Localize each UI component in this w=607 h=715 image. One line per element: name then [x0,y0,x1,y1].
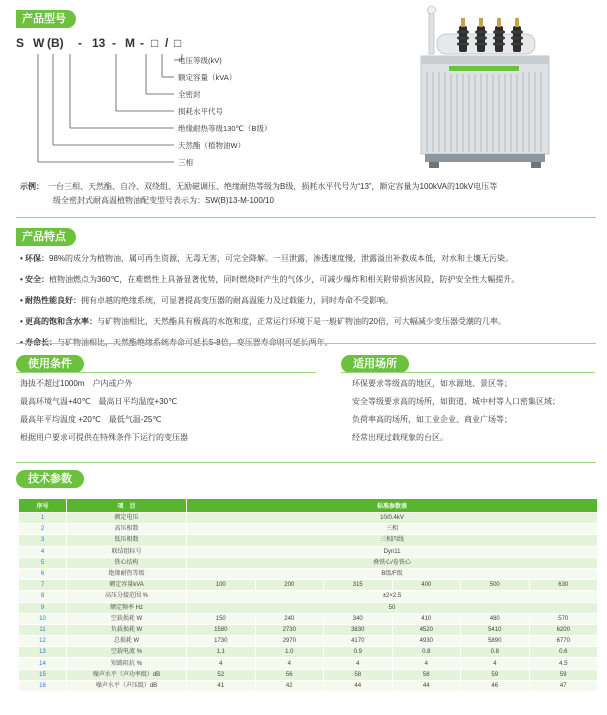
row-value: 41 [187,680,256,691]
row-item: 低压相数 [67,535,187,546]
row-value: 100 [187,580,256,591]
feature-item: • 安全：植物油燃点为360℃，在难燃性上具备显著优势，同时燃烧时产生的气体少，可减少爆炸和相关附带损害风险，防护安全性大幅提升。 [20,275,520,284]
divider [16,343,596,344]
row-value: 47 [529,680,598,691]
section-title-model: 产品型号 [16,10,76,28]
table-row [19,613,598,624]
example-line-2: 级全密封式耐高温植物油配变型号表示为：SW(B)13-M-100/10 [53,196,274,205]
model-code-char: S [16,36,25,50]
spec-table [18,498,598,692]
row-value: 630 [529,580,598,591]
row-value: 59 [529,669,598,680]
row-value: 0.8 [392,647,461,658]
row-value: 1.1 [187,647,256,658]
section-title-specs: 技术参数 [16,470,84,488]
table-row [19,636,598,647]
row-value: 4 [392,658,461,669]
row-value: 0.6 [529,647,598,658]
row-number: 3 [19,535,67,546]
row-value: 4170 [324,636,393,647]
feature-item: • 环保：98%的成分为植物油，属可再生资源，无毒无害，可完全降解。一旦泄露，渗透速度慢，泄露溢出补救成本低，对水和土壤无污染。 [20,254,514,263]
row-item: 额定容量kVA [67,580,187,591]
row-item: 额定频率 Hz [67,602,187,613]
place-line: 环保要求等级高的地区，如水源地、景区等； [352,379,512,388]
feature-text: 与矿物油相比，天然酯具有极高的水饱和度，正常运行环境下是一般矿物油的20倍，可大幅减少变压器受潮的几率。 [97,317,506,326]
feature-text: 拥有卓越的绝缘系统，可显著提高变压器的耐高温能力及过载能力，同时寿命不受影响。 [81,296,394,305]
row-value: 410 [392,613,461,624]
section-title-places: 适用场所 [341,355,409,373]
row-value: 59 [461,669,530,680]
row-value: 52 [187,669,256,680]
row-number: 15 [19,669,67,680]
model-legend-item: 绝缘耐热等级130℃（B级） [178,124,272,133]
model-code-char: 13 [92,36,106,50]
model-code-char: - [112,36,116,50]
table-row [19,513,598,524]
row-number: 4 [19,546,67,557]
row-value: 0.8 [461,647,530,658]
section-title-features: 产品特点 [16,228,76,246]
row-number: 14 [19,658,67,669]
row-value: 6200 [529,624,598,635]
row-value: 5410 [461,624,530,635]
row-value: 2970 [255,636,324,647]
row-number: 13 [19,647,67,658]
row-number: 5 [19,557,67,568]
row-value: ±2×2.5 [187,591,598,602]
table-row [19,568,598,579]
row-number: 11 [19,624,67,635]
row-number: 8 [19,591,67,602]
row-value: 1580 [187,624,256,635]
row-item: 高压相数 [67,524,187,535]
row-number: 16 [19,680,67,691]
row-item: 总损耗 W [67,636,187,647]
row-value: 58 [324,669,393,680]
table-row [19,680,598,691]
row-value: 58 [392,669,461,680]
model-code-char: M [125,36,135,50]
row-value: Dyn11 [187,546,598,557]
feature-item: • 耐热性能良好：拥有卓越的绝缘系统，可显著提高变压器的耐高温能力及过载能力，同时寿命不受影响。 [20,296,394,305]
row-value: 44 [392,680,461,691]
feature-label: 耐热性能良好： [25,296,82,305]
row-value: 0.9 [324,647,393,658]
row-value: 56 [255,669,324,680]
row-item: 噪声水平（声压级）dB [67,680,187,691]
feature-label: 环保： [25,254,50,263]
header-no: 序号 [19,499,67,513]
feature-label: 更高的饱和含水率： [25,317,98,326]
table-row [19,602,598,613]
model-code-char: W [33,36,45,50]
model-code-char: - [140,36,144,50]
row-value: 200 [255,580,324,591]
divider [16,372,316,373]
header-values: 标准参数表 [187,499,598,513]
divider [341,372,595,373]
row-item: 噪声水平（声功率级）dB [67,669,187,680]
row-value: 42 [255,680,324,691]
model-example [20,180,595,208]
model-code-char: □ [174,36,182,50]
row-value: B级/F级 [187,568,598,579]
row-value: 叠铁心/卷铁心 [187,557,598,568]
table-row [19,557,598,568]
model-code-char: (B) [47,36,64,50]
row-item: 空载电流 % [67,647,187,658]
example-line-1: 一台三相、天然酯、自冷、双绕组、无励磁调压、绝缘耐热等级为B级，损耗水平代号为“13”，额定容量为100kVA的10kV电压等 [48,182,498,191]
row-value: 5890 [461,636,530,647]
model-code-char: - [78,36,82,50]
row-value: 2730 [255,624,324,635]
row-value: 1730 [187,636,256,647]
row-value: 570 [529,613,598,624]
row-value: 480 [461,613,530,624]
row-value: 4.5 [529,658,598,669]
table-row [19,535,598,546]
row-value: 315 [324,580,393,591]
row-value: 4 [255,658,324,669]
example-label: 示例： [20,182,40,191]
row-value: 50 [187,602,598,613]
row-number: 1 [19,513,67,524]
table-row [19,624,598,635]
row-value: 400 [392,580,461,591]
place-line: 经常出现过载现象的台区。 [352,433,448,442]
row-value: 6770 [529,636,598,647]
row-value: 44 [324,680,393,691]
row-value: 500 [461,580,530,591]
model-code-char: □ [151,36,159,50]
header-item: 项 目 [67,499,187,513]
model-legend-item: 三相 [178,158,193,167]
model-legend-item: 损耗水平代号 [178,107,223,116]
row-value: 150 [187,613,256,624]
condition-line: 海拔不超过1000m 户内或户外 [20,379,133,388]
model-legend-item: 全密封 [178,90,201,99]
row-value: 三相 [187,524,598,535]
row-number: 2 [19,524,67,535]
row-number: 7 [19,580,67,591]
table-row [19,591,598,602]
row-value: 三相四线 [187,535,598,546]
row-value: 4 [324,658,393,669]
row-number: 10 [19,613,67,624]
table-row [19,546,598,557]
table-row [19,669,598,680]
table-row [19,524,598,535]
row-item: 铁心结构 [67,557,187,568]
place-line: 安全等级要求高的场所，如街道、城中村等人口密集区域； [352,397,560,406]
place-line: 负荷率高的场所，如工业企业、商业广场等； [352,415,512,424]
feature-text: 98%的成分为植物油，属可再生资源，无毒无害，可完全降解。一旦泄露，渗透速度慢，泄露溢出补救成本低，对水和土壤无污染。 [49,254,514,263]
model-legend-lines [0,0,300,170]
row-item: 空载损耗 W [67,613,187,624]
row-item: 高压分接范围 % [67,591,187,602]
row-value: 4930 [392,636,461,647]
model-legend-item: 电压等级(kV) [178,56,222,65]
row-value: 3830 [324,624,393,635]
spec-table-header [19,499,598,513]
row-number: 12 [19,636,67,647]
row-value: 240 [255,613,324,624]
row-number: 9 [19,602,67,613]
condition-line: 根据用户要求可提供在特殊条件下运行的变压器 [20,433,188,442]
row-item: 短路阻抗 % [67,658,187,669]
row-value: 10/0.4kV [187,513,598,524]
feature-label: 安全： [25,275,50,284]
table-row [19,658,598,669]
row-value: 1.0 [255,647,324,658]
model-legend-item: 额定容量（kVA） [178,73,237,82]
model-legend-item: 天然酯（植物油W） [178,141,246,150]
row-value: 4 [461,658,530,669]
model-code-char: / [165,36,169,50]
table-row [19,647,598,658]
divider [16,462,596,463]
row-value: 4 [187,658,256,669]
row-value: 4520 [392,624,461,635]
condition-line: 最高年平均温度 +20℃ 最低气温-25℃ [20,415,162,424]
row-number: 6 [19,568,67,579]
row-value: 340 [324,613,393,624]
condition-line: 最高环境气温+40℃ 最高日平均温度+30℃ [20,397,178,406]
section-title-conditions: 使用条件 [16,355,84,373]
feature-item: • 更高的饱和含水率：与矿物油相比，天然酯具有极高的水饱和度，正常运行环境下是一般矿物油的20倍，可大幅减少变压器受潮的几率。 [20,317,506,326]
feature-text: 植物油燃点为360℃，在难燃性上具备显著优势，同时燃烧时产生的气体少，可减少爆炸和相关附带损害风险，防护安全性大幅提升。 [49,275,520,284]
transformer-image [415,4,555,172]
row-item: 额定电压 [67,513,187,524]
row-item: 负载损耗 W [67,624,187,635]
row-item: 联结组标号 [67,546,187,557]
row-value: 46 [461,680,530,691]
table-row [19,580,598,591]
divider [16,217,596,218]
row-item: 绝缘耐热等级 [67,568,187,579]
